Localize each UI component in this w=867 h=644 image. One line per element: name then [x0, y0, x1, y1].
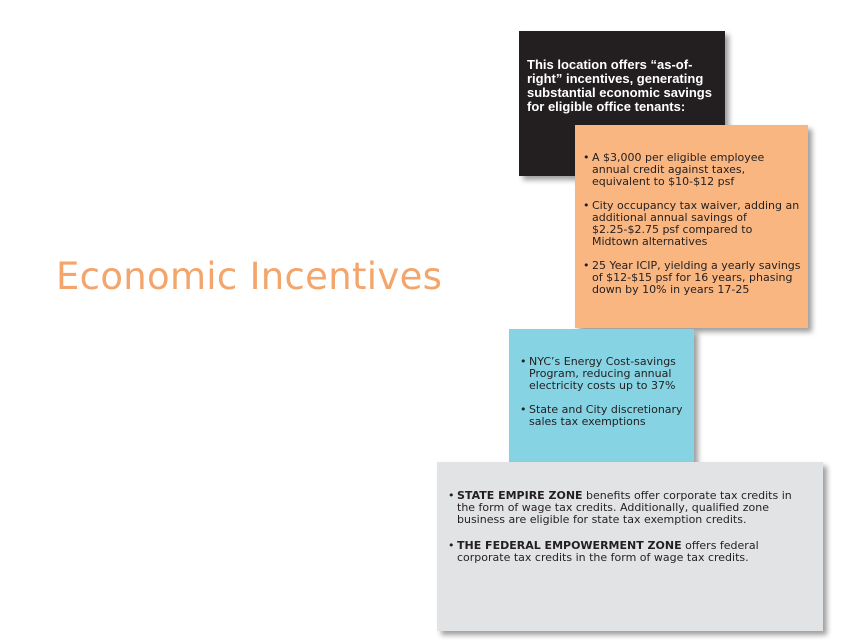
- bullet-icon: •: [520, 355, 527, 368]
- list-item: [583, 152, 802, 188]
- energy-incentives-list: [520, 356, 688, 428]
- list-item: [448, 490, 813, 526]
- list-item-text: NYC’s Energy Cost-savings Program, reducing annual electricity costs up to 37%: [529, 355, 676, 392]
- zone-incentives-list: [448, 490, 813, 564]
- list-item-text: State and City discretionary sales tax exemptions: [529, 403, 683, 428]
- zone-name: STATE EMPIRE ZONE: [457, 489, 583, 502]
- zone-name: THE FEDERAL EMPOWERMENT ZONE: [457, 539, 682, 552]
- bullet-icon: •: [583, 151, 590, 164]
- bullet-icon: •: [448, 539, 455, 552]
- list-item-text: A $3,000 per eligible employee annual credit against taxes, equivalent to $10-$12 psf: [592, 151, 765, 188]
- tax-incentives-box: [575, 125, 808, 328]
- list-item-text: 25 Year ICIP, yielding a yearly savings of $12-$15 psf for 16 years, phasing down by 10% in years 17-25: [592, 259, 801, 296]
- list-item: [520, 404, 688, 428]
- list-item-text: City occupancy tax waiver, adding an additional annual savings of $2.25-$2.75 psf compared to Midtown alternatives: [592, 199, 800, 248]
- bullet-icon: •: [520, 403, 527, 416]
- intro-text: This location offers “as-of-right” incentives, generating substantial economic savings for eligible office tenants:: [527, 57, 712, 114]
- bullet-icon: •: [583, 259, 590, 272]
- bullet-icon: •: [448, 489, 455, 502]
- zone-incentives-box: [437, 462, 823, 631]
- tax-incentives-list: [583, 152, 802, 296]
- list-item: [583, 200, 802, 248]
- bullet-icon: •: [583, 199, 590, 212]
- list-item: [520, 356, 688, 392]
- list-item-text: benefits offer corporate tax credits in the form of wage tax credits. Additionally, qualified zone business are eligible for state tax exemption credits.: [457, 489, 792, 526]
- list-item: [583, 260, 802, 296]
- list-item-text: offers federal corporate tax credits in the form of wage tax credits.: [457, 539, 759, 564]
- energy-incentives-box: [509, 329, 694, 467]
- list-item: [448, 540, 813, 564]
- page-title: Economic Incentives: [56, 255, 443, 298]
